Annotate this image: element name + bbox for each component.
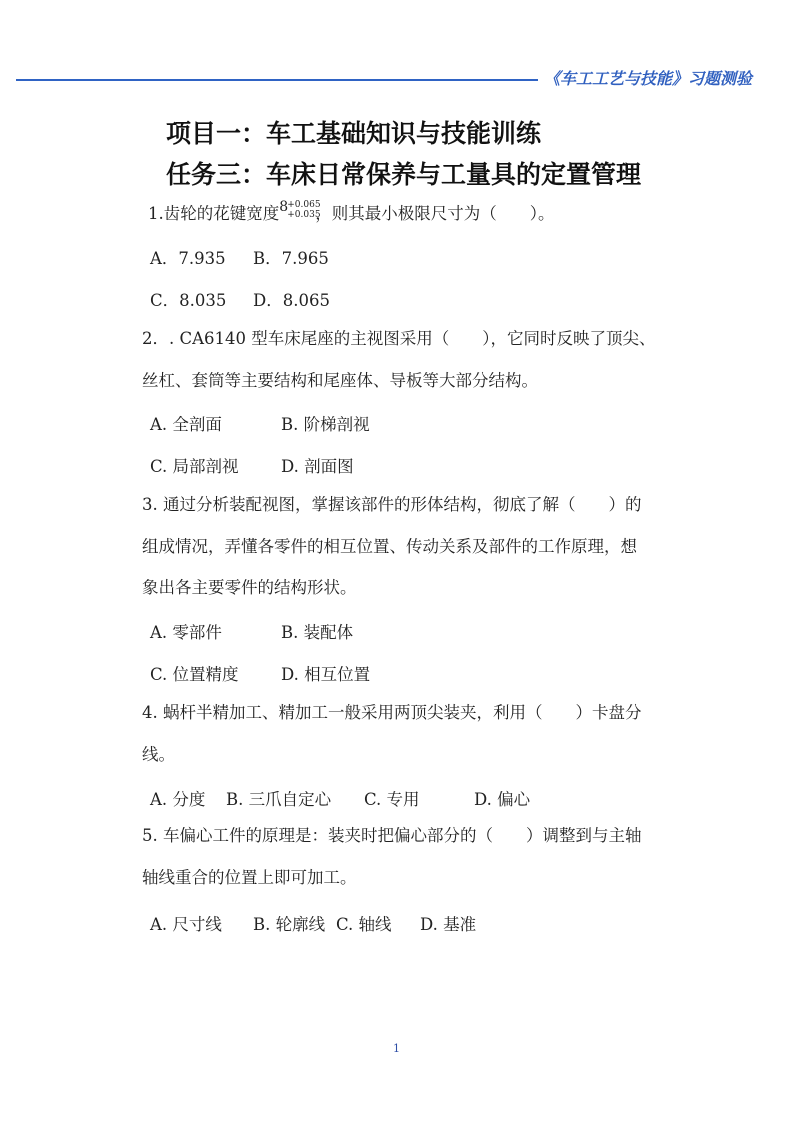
- question-1-text-before: 1.齿轮的花键宽度: [148, 204, 280, 223]
- question-1-option-c: C．8.035: [150, 291, 227, 310]
- question-2-option-a: A. 全剖面: [150, 415, 222, 434]
- project-title: 项目一：车工基础知识与技能训练: [166, 119, 542, 148]
- question-4-option-a: A. 分度: [150, 790, 206, 809]
- question-4-line-2: 线。: [142, 744, 175, 764]
- question-3-line-3: 象出各主要零件的结构形状。: [142, 578, 357, 597]
- question-4-line-1: 4. 蜗杆半精加工、精加工一般采用两顶尖装夹，利用（ ）卡盘分: [142, 703, 642, 722]
- question-1-text-after: ，则其最小极限尺寸为（ ）。: [315, 204, 555, 223]
- question-3-option-d: D. 相互位置: [281, 665, 371, 684]
- question-3-option-a: A. 零部件: [150, 623, 222, 642]
- question-2-line-1: 2．. CA6140 型车床尾座的主视图采用（ ），它同时反映了顶尖、: [142, 329, 656, 348]
- question-5-option-b: B. 轮廓线: [253, 915, 326, 934]
- question-3-option-b: B. 装配体: [281, 623, 354, 642]
- question-5-option-c: C. 轴线: [336, 915, 392, 934]
- question-5-line-1: 5. 车偏心工件的原理是：装夹时把偏心部分的（ ）调整到与主轴: [142, 826, 642, 845]
- question-3-stem: [142, 484, 702, 609]
- question-5-option-a: A. 尺寸线: [150, 915, 222, 934]
- question-2-line-2: 丝杠、套筒等主要结构和尾座体、导板等大部分结构。: [142, 370, 538, 390]
- question-4-option-b: B. 三爪自定心: [226, 790, 332, 809]
- question-4-stem: [142, 692, 702, 775]
- question-3-line-2: 组成情况，弄懂各零件的相互位置、传动关系及部件的工作原理，想: [142, 536, 637, 556]
- question-2-option-d: D. 剖面图: [281, 457, 354, 476]
- question-5-line-2: 轴线重合的位置上即可加工。: [142, 867, 357, 887]
- question-3-option-c: C. 位置精度: [150, 665, 239, 684]
- question-4-option-c: C. 专用: [364, 790, 420, 809]
- question-2-stem: [142, 318, 702, 401]
- question-4-option-d: D. 偏心: [474, 790, 531, 809]
- question-1-option-d: D．8.065: [253, 291, 330, 310]
- page-number: 1: [393, 1042, 400, 1055]
- question-5-option-d: D. 基准: [420, 915, 477, 934]
- task-title: 任务三：车床日常保养与工量具的定置管理: [166, 160, 642, 189]
- dimension-tolerance: [279, 193, 321, 220]
- question-2-option-b: B. 阶梯剖视: [281, 415, 370, 434]
- question-1-option-a: A．7.935: [150, 249, 226, 268]
- question-3-line-1: 3. 通过分析装配视图，掌握该部件的形体结构，彻底了解（ ）的: [142, 495, 642, 514]
- dimension-upper-deviation: +0.065: [287, 200, 321, 210]
- header-rule: [16, 79, 538, 81]
- question-1-option-b: B．7.965: [253, 249, 329, 268]
- question-2-option-c: C. 局部剖视: [150, 457, 239, 476]
- header-title: 《车工工艺与技能》习题测验: [544, 69, 753, 88]
- dimension-lower-deviation: +0.035: [287, 210, 321, 220]
- question-1-stem: [148, 193, 708, 235]
- dimension-base: 8: [279, 199, 289, 215]
- question-5-stem: [142, 815, 702, 898]
